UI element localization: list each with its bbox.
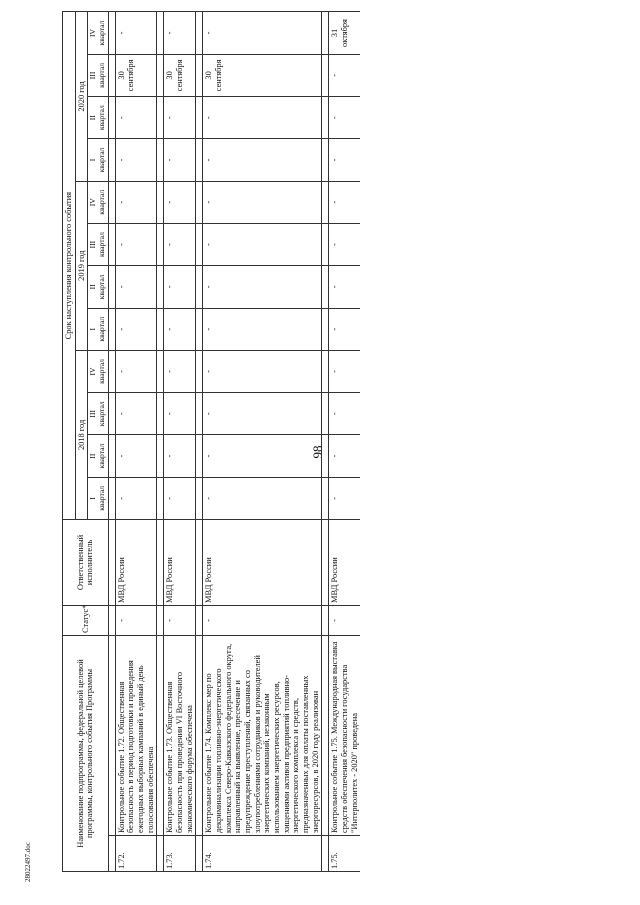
row-status: - [164,606,196,636]
row-number: 1.73. [164,836,196,872]
quarter-cell: - [115,308,157,350]
quarter-word: квартал [97,316,107,342]
quarter-cell: - [203,97,322,139]
quarter-word: квартал [97,485,107,511]
table-row [164,12,196,872]
quarter-cell: - [329,350,360,392]
quarter-word: квартал [97,443,107,469]
quarter-number: II [88,115,98,121]
quarter-number: IV [88,198,98,207]
quarter-cell: - [203,266,322,308]
quarter-word: квартал [97,274,107,300]
event-name: Контрольное событие 1.74. Комплекс мер по декриминализации топливно-энергетического комплекса Северо-Кавказского федерального округа, направленный на выявление, пресечение и предупреждение преступлений, связанных со злоупотреблениями сотрудников и руководителей энергетических компаний, незаконным использованием энергетических ресурсов, хищениями активов предприятий топливно-энергетического комплекса и средств, предназначенных для оплаты поставленных энергоресурсов, в 2020 году реализован [203,636,322,836]
quarter-cell: - [203,393,322,435]
quarter-cell: - [329,181,360,223]
row-executor: МВД России [164,520,196,606]
page-number: 98 [310,445,325,459]
table-row [203,12,322,872]
quarter-cell: - [329,54,360,96]
quarter-cell: - [329,266,360,308]
header-year: 2018 год [75,350,88,519]
quarter-cell: - [115,350,157,392]
quarter-cell: - [203,435,322,477]
quarter-cell: - [164,308,196,350]
quarter-cell: - [203,223,322,265]
header-quarter [88,97,108,139]
header-executor: Ответственный исполнитель [63,520,109,606]
header-quarter [88,266,108,308]
quarter-cell: - [115,266,157,308]
quarter-cell: - [329,97,360,139]
quarter-cell: - [115,393,157,435]
quarter-word: квартал [97,401,107,427]
header-year: 2019 год [75,181,88,350]
quarter-number: III [88,240,98,249]
quarter-cell: - [203,477,322,519]
quarter-cell: 30 сентября [115,54,157,96]
quarter-cell: - [164,12,196,54]
quarter-cell: - [115,181,157,223]
quarter-cell: 30 сентября [203,54,322,96]
quarter-cell: 31 октября [329,12,360,54]
quarter-cell: 30 сентября [164,54,196,96]
header-quarter [88,435,108,477]
header-year: 2020 год [75,12,88,181]
header-quarter [88,477,108,519]
quarter-cell: - [203,350,322,392]
quarter-cell: - [164,97,196,139]
quarter-number: I [88,158,98,162]
header-status: Статус* [63,606,109,636]
row-status: - [203,606,322,636]
header-quarter [88,393,108,435]
quarter-cell: - [164,350,196,392]
row-executor: МВД России [329,520,360,606]
table-row [115,12,157,872]
table-row [329,12,360,872]
quarter-cell: - [203,308,322,350]
row-status: - [329,606,360,636]
quarter-cell: - [164,139,196,181]
quarter-cell: - [164,181,196,223]
quarter-cell: - [203,12,322,54]
quarter-word: квартал [97,62,107,88]
quarter-number: I [88,497,98,500]
quarter-number: III [88,409,98,418]
quarter-cell: - [115,97,157,139]
quarter-cell: - [329,308,360,350]
quarter-cell: - [329,477,360,519]
quarter-cell: - [164,477,196,519]
document-id: 28022497.doc [24,842,32,882]
quarter-cell: - [115,435,157,477]
quarter-number: IV [88,367,98,376]
quarter-word: квартал [97,232,107,258]
quarter-word: квартал [97,359,107,384]
quarter-word: квартал [97,189,107,215]
row-number: 1.74. [203,836,322,872]
event-name: Контрольное событие 1.72. Общественная безопасность в период подготовки и проведения ежегодных выборных кампаний в единый день голосования обеспечена [115,636,157,836]
quarter-cell: - [115,139,157,181]
quarter-cell: - [115,12,157,54]
quarter-cell: - [115,223,157,265]
quarter-cell: - [203,139,322,181]
quarter-cell: - [164,393,196,435]
quarter-word: квартал [97,147,107,173]
row-number: 1.75. [329,836,360,872]
event-name: Контрольное событие 1.73. Общественная безопасность при проведении VI Восточного экономического форума обеспечена [164,636,196,836]
header-quarter [88,181,108,223]
row-executor: МВД России [115,520,157,606]
quarter-number: I [88,327,98,331]
quarter-cell: - [203,181,322,223]
row-executor: МВД России [203,520,322,606]
control-events-table [62,11,360,872]
quarter-cell: - [329,435,360,477]
rotated-table-wrapper [62,12,554,872]
quarter-word: квартал [97,105,107,131]
header-quarter [88,350,108,392]
quarter-number: III [88,71,98,80]
header-quarter [88,12,108,54]
quarter-cell: - [329,139,360,181]
header-quarter [88,139,108,181]
row-status: - [115,606,157,636]
header-quarter [88,54,108,96]
header-quarter [88,308,108,350]
quarter-cell: - [164,223,196,265]
quarter-word: квартал [97,20,107,46]
quarter-number: II [88,284,98,290]
quarter-number: IV [88,29,98,38]
quarter-cell: - [329,393,360,435]
quarter-number: II [88,453,98,459]
header-deadline: Срок наступления контрольного события [63,12,76,520]
quarter-cell: - [329,223,360,265]
header-quarter [88,223,108,265]
row-number: 1.72. [115,836,157,872]
header-name: Наименование подпрограммы, федеральной целевой программы, контрольного события Программы [63,636,109,872]
quarter-cell: - [164,435,196,477]
event-name: Контрольное событие 1.75. Международная выставка средств обеспечения безопасности государства "Интерполитех - 2020" проведена [329,636,360,836]
quarter-cell: - [115,477,157,519]
quarter-cell: - [164,266,196,308]
